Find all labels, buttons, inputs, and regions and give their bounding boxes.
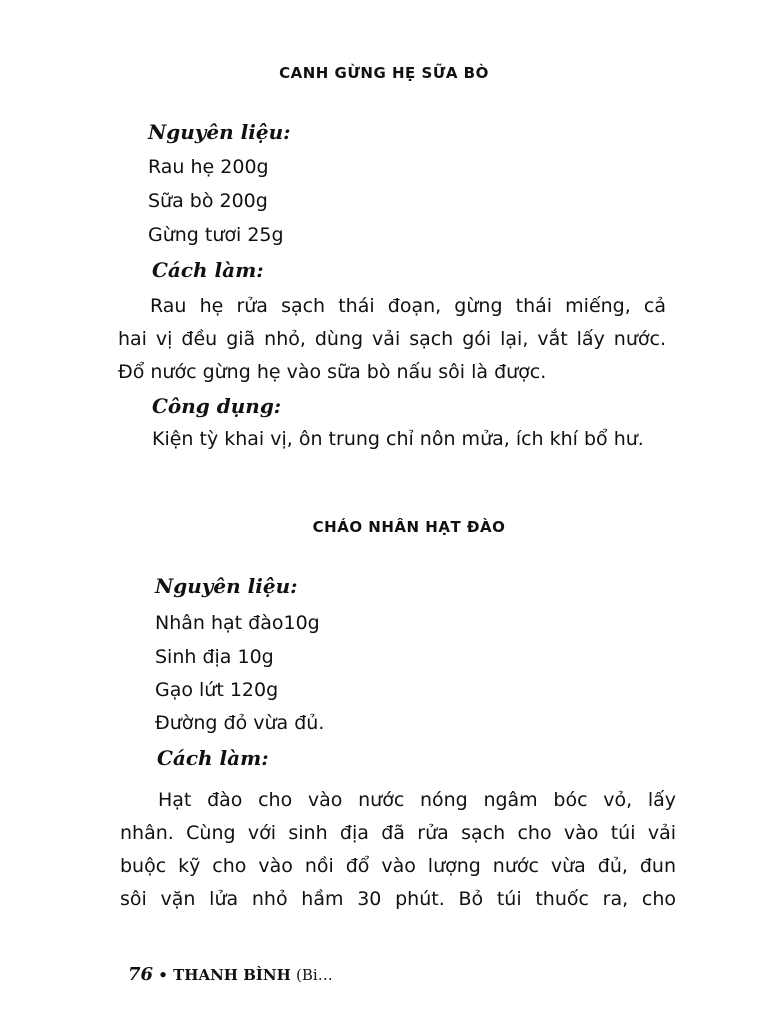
method-line: Rau hẹ rửa sạch thái đoạn, gừng thái miếng, cả [150,295,666,317]
footer-note: (Bi… [296,966,333,984]
method-paragraph [118,290,666,389]
recipe-title: CANH GỪNG HẸ SỮA BÒ [279,64,489,82]
method-line: sôi vặn lửa nhỏ hầm 30 phút. Bỏ túi thuốc ra, cho [120,888,676,910]
use-heading: Công dụng: [152,394,282,418]
ingredient-item: Sinh địa 10g [155,646,274,668]
ingredients-heading: Nguyên liệu: [155,574,298,598]
ingredient-item: Sữa bò 200g [148,190,268,212]
page-footer [128,964,333,985]
recipe-title: CHÁO NHÂN HẠT ĐÀO [312,518,506,536]
use-text: Kiện tỳ khai vị, ôn trung chỉ nôn mửa, ích khí bổ hư. [152,428,644,450]
method-heading: Cách làm: [152,258,264,282]
ingredient-item: Rau hẹ 200g [148,156,269,178]
method-paragraph [120,784,676,916]
method-line: buộc kỹ cho vào nồi đổ vào lượng nước vừa đủ, đun [120,855,676,877]
method-heading: Cách làm: [157,746,269,770]
ingredient-item: Gạo lứt 120g [155,679,279,701]
book-title: THANH BÌNH [173,966,291,984]
ingredients-heading: Nguyên liệu: [148,120,291,144]
ingredient-item: Nhân hạt đào10g [155,612,320,634]
method-line: Hạt đào cho vào nước nóng ngâm bóc vỏ, lấy [158,789,676,811]
footer-separator: • [158,966,168,984]
method-line: nhân. Cùng với sinh địa đã rửa sạch cho vào túi vải [120,822,676,844]
ingredient-item: Đường đỏ vừa đủ. [155,712,325,734]
page-number: 76 [128,964,154,985]
method-line: Đổ nước gừng hẹ vào sữa bò nấu sôi là được. [118,361,547,383]
method-line: hai vị đều giã nhỏ, dùng vải sạch gói lại, vắt lấy nước. [118,328,666,350]
ingredient-item: Gừng tươi 25g [148,224,284,246]
